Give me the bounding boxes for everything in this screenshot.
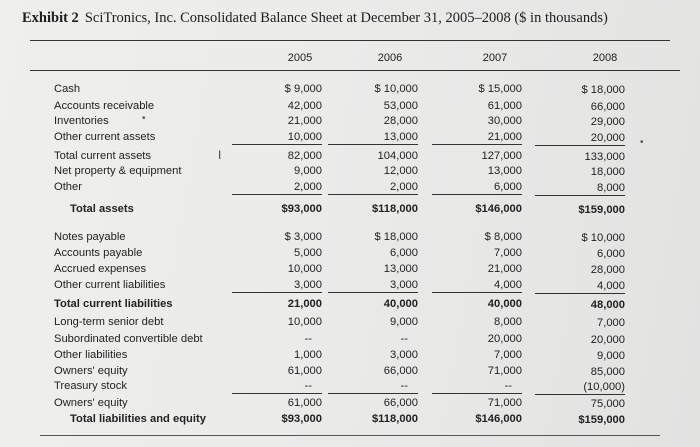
assets-row-label: Other current assets [54, 131, 156, 143]
assets-cell-2005: $ 9,000 [284, 83, 322, 95]
liabilities-cell-2008: 85,000 [590, 366, 625, 378]
liabilities-cell-2006: 6,000 [390, 247, 418, 259]
assets-cell-2008: 18,000 [590, 166, 625, 178]
liabilities-cell-2005: 21,000 [287, 298, 322, 310]
liabilities-cell-2008: 20,000 [590, 334, 625, 346]
assets-cell-2008: $ 18,000 [581, 84, 625, 96]
liabilities-cell-2007: 21,000 [487, 263, 522, 275]
liabilities-cell-2005: 10,000 [287, 316, 322, 328]
assets-cell-2008: 29,000 [590, 116, 625, 128]
header-rule [30, 70, 680, 71]
assets-cell-2008: 66,000 [590, 101, 625, 113]
liabilities-cell-2006: $ 18,000 [374, 231, 418, 243]
assets-cell-2006: 28,000 [383, 115, 418, 127]
liabilities-row-label: Treasury stock [54, 380, 127, 392]
assets-cell-2006: $ 10,000 [374, 83, 418, 95]
assets-cell-2005: 82,000 [287, 150, 322, 162]
liabilities-cell-2006: 40,000 [383, 298, 418, 310]
liabilities-cell-2006: -- [328, 379, 418, 394]
liabilities-row-label: Subordinated convertible debt [54, 333, 203, 345]
liabilities-cell-2005: 1,000 [294, 349, 322, 361]
liabilities-cell-2005: 10,000 [287, 263, 322, 275]
liabilities-cell-2005: -- [304, 333, 312, 345]
assets-cell-2008: 20,000 [535, 131, 625, 146]
year-header-2006: 2006 [377, 52, 403, 64]
liabilities-cell-2005: $ 3,000 [284, 231, 322, 243]
assets-row-label: Inventories [54, 115, 109, 127]
liabilities-cell-2007: 8,000 [494, 316, 522, 328]
assets-row-label: Other [54, 181, 82, 193]
liabilities-cell-2008: 7,000 [597, 317, 625, 329]
liabilities-cell-2007: 7,000 [494, 349, 522, 361]
liabilities-row-label: Other liabilities [54, 349, 128, 361]
assets-row-label: Accounts receivable [54, 100, 155, 112]
assets-cell-2007: 30,000 [487, 115, 522, 127]
liabilities-cell-2006: 66,000 [383, 365, 418, 377]
liabilities-cell-2005: $93,000 [281, 413, 322, 425]
dot-mark: • [640, 137, 644, 148]
liabilities-cell-2007: 40,000 [487, 298, 522, 310]
assets-cell-2005: 9,000 [294, 165, 322, 177]
liabilities-row-label: Accrued expenses [54, 263, 147, 275]
liabilities-cell-2006: 13,000 [383, 263, 418, 275]
liabilities-cell-2006: 3,000 [390, 349, 418, 361]
assets-cell-2007: 61,000 [487, 100, 522, 112]
text-cursor-icon: I [218, 148, 222, 162]
liabilities-cell-2008: 28,000 [590, 264, 625, 276]
exhibit-number: Exhibit 2 [22, 10, 79, 26]
liabilities-cell-2008: 6,000 [597, 248, 625, 260]
assets-cell-2007: $146,000 [475, 203, 522, 215]
exhibit-caption: SciTronics, Inc. Consolidated Balance Sheet at December 31, 2005–2008 ($ in thousands) [84, 10, 608, 26]
assets-row-label: Total assets [70, 203, 134, 215]
assets-cell-2006: $118,000 [371, 203, 418, 215]
liabilities-row-label: Owners' equity [54, 365, 128, 377]
liabilities-cell-2007: 71,000 [487, 365, 522, 377]
liabilities-cell-2007: 71,000 [487, 397, 522, 409]
assets-cell-2005: 42,000 [287, 100, 322, 112]
assets-cell-2006: 2,000 [328, 180, 418, 195]
assets-cell-2006: 53,000 [383, 100, 418, 112]
liabilities-cell-2007: 7,000 [494, 247, 522, 259]
assets-row-label: Cash [54, 83, 81, 95]
assets-cell-2007: 21,000 [432, 130, 522, 145]
assets-cell-2005: 10,000 [232, 130, 322, 145]
liabilities-row-label: Accounts payable [54, 247, 143, 259]
liabilities-cell-2005: 61,000 [287, 397, 322, 409]
year-header-2007: 2007 [482, 52, 508, 64]
assets-cell-2006: 13,000 [328, 130, 418, 145]
year-header-2008: 2008 [592, 52, 618, 64]
liabilities-row-label: Other current liabilities [54, 279, 166, 291]
liabilities-cell-2007: $ 8,000 [484, 231, 522, 243]
liabilities-cell-2005: -- [232, 379, 322, 394]
assets-cell-2006: 104,000 [377, 150, 418, 162]
assets-row-label: Net property & equipment [54, 165, 182, 177]
liabilities-row-label: Total current liabilities [54, 298, 173, 310]
assets-cell-2006: 12,000 [383, 165, 418, 177]
assets-cell-2005: $93,000 [281, 203, 322, 215]
liabilities-cell-2008: 4,000 [535, 279, 625, 294]
assets-cell-2005: 2,000 [232, 180, 322, 195]
liabilities-cell-2006: 3,000 [328, 278, 418, 293]
liabilities-cell-2005: 3,000 [232, 278, 322, 293]
bottom-rule [40, 435, 660, 436]
assets-cell-2008: $159,000 [578, 204, 625, 216]
assets-cell-2007: 6,000 [432, 180, 522, 195]
assets-cell-2007: 127,000 [481, 150, 522, 162]
assets-cell-2005: 21,000 [287, 115, 322, 127]
liabilities-cell-2007: 20,000 [487, 333, 522, 345]
liabilities-cell-2007: 4,000 [432, 278, 522, 293]
liabilities-cell-2008: 48,000 [590, 299, 625, 311]
liabilities-cell-2008: (10,000) [535, 380, 625, 395]
liabilities-cell-2005: 5,000 [294, 247, 322, 259]
liabilities-cell-2007: -- [432, 379, 522, 394]
liabilities-cell-2006: $118,000 [371, 413, 418, 425]
assets-cell-2008: 133,000 [584, 151, 625, 163]
assets-cell-2008: 8,000 [535, 181, 625, 196]
top-rule [30, 40, 670, 41]
liabilities-row-label: Owners' equity [54, 397, 128, 409]
year-header-2005: 2005 [287, 52, 313, 64]
assets-cell-2007: 13,000 [487, 165, 522, 177]
liabilities-cell-2006: 66,000 [383, 397, 418, 409]
liabilities-cell-2007: $146,000 [475, 413, 522, 425]
liabilities-cell-2006: -- [400, 333, 408, 345]
liabilities-cell-2008: 9,000 [597, 350, 625, 362]
liabilities-cell-2008: 75,000 [590, 398, 625, 410]
liabilities-cell-2008: $159,000 [578, 414, 625, 426]
liabilities-row-label: Total liabilities and equity [70, 413, 206, 425]
assets-cell-2007: $ 15,000 [478, 83, 522, 95]
liabilities-cell-2006: 9,000 [390, 316, 418, 328]
liabilities-row-label: Notes payable [54, 231, 126, 243]
liabilities-cell-2008: $ 10,000 [581, 232, 625, 244]
liabilities-cell-2005: 61,000 [287, 365, 322, 377]
liabilities-row-label: Long-term senior debt [54, 316, 164, 328]
assets-row-label: Total current assets [54, 150, 151, 162]
exhibit-title [22, 10, 682, 27]
dot-mark: • [142, 113, 146, 124]
